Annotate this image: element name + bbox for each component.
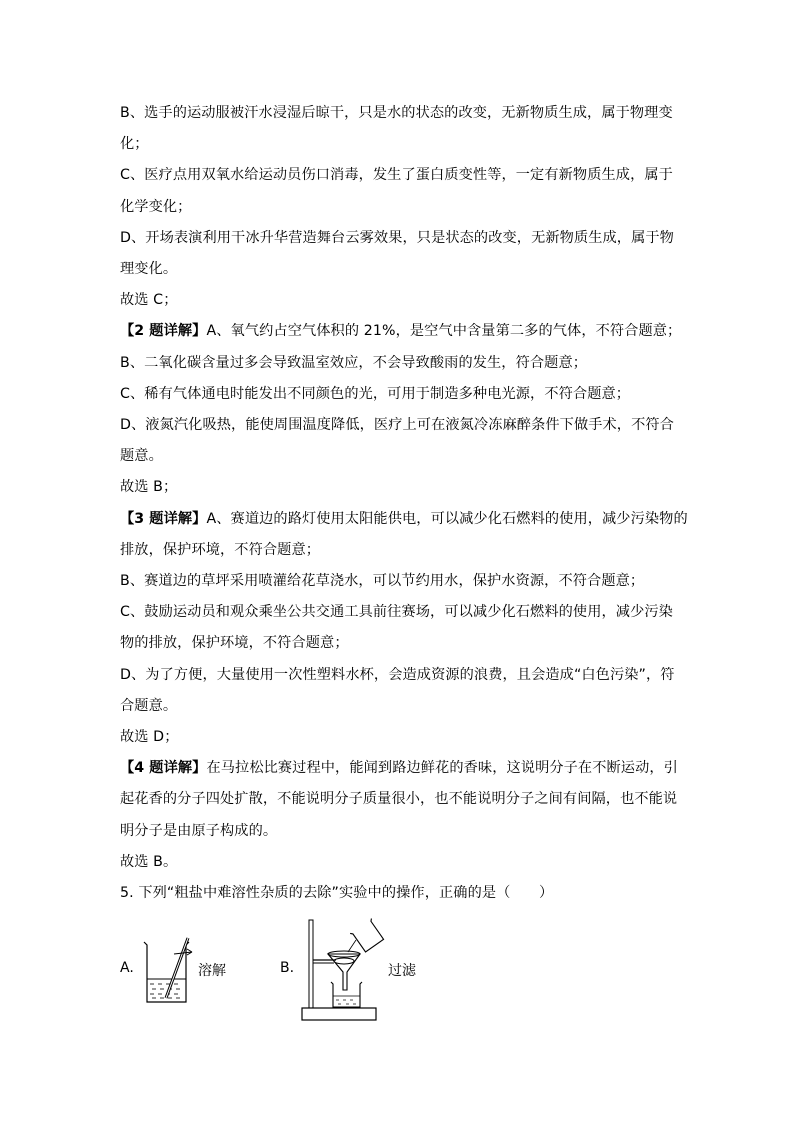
text-line: B、选手的运动服被汗水浸湿后晾干，只是水的状态的改变，无新物质生成，属于物理变 [120,105,673,121]
text-line: 5. 下列“粗盐中难溶性杂质的去除”实验中的操作，正确的是（ ） [120,885,554,901]
option-a-letter: A. [120,960,134,976]
text-line [120,321,681,341]
text-line: 化学变化； [120,198,192,215]
section-text: A、氧气约占空气体积的 21%，是空气中含量第二多的气体，不符合题意； [206,323,682,340]
text-line: D、为了方便，大量使用一次性塑料水杯，会造成资源的浪费，且会造成“白色污染”，符 [120,666,675,683]
text-line: 起花香的分子四处扩散，不能说明分子质量很小，也不能说明分子之间有间隔，也不能说 [120,791,678,808]
text-line: 故选 D； [120,729,179,745]
text-line [120,758,678,778]
option-b-letter: B. [280,960,295,976]
text-line: 物的排放，保护环境，不符合题意； [120,635,349,652]
option-b-label: 过滤 [388,963,416,979]
section-heading: 【4 题详解】 [120,760,207,777]
text-line: C、医疗点用双氧水给运动员伤口消毒，发生了蛋白质变性等，一定有新物质生成，属于 [120,167,673,184]
text-line: D、开场表演利用干冰升华营造舞台云雾效果，只是状态的改变，无新物质生成，属于物 [120,229,674,246]
text-line: 明分子是由原子构成的。 [120,822,278,839]
text-line: D、液氮汽化吸热，能使周围温度降低，医疗上可在液氮冷冻麻醉条件下做手术，不符合 [120,417,674,433]
option-a-label: 溶解 [198,963,226,979]
section-text: A、赛道边的路灯使用太阳能供电，可以减少化石燃料的使用，减少污染物的 [206,510,688,527]
text-line: 化； [120,136,149,153]
text-line: C、鼓励运动员和观众乘坐公共交通工具前往赛场，可以减少化石燃料的使用，减少污染 [120,604,673,621]
section-text: 在马拉松比赛过程中，能闻到路边鲜花的香味，这说明分子在不断运动，引 [206,760,678,777]
section-heading: 【3 题详解】 [120,510,207,527]
text-line: B、赛道边的草坪采用喷灌给花草浇水，可以节约用水，保护水资源，不符合题意； [120,573,645,589]
text-line: 排放，保护环境，不符合题意； [120,541,321,558]
text-line [120,509,688,529]
text-line: 题意。 [120,448,163,465]
text-line: B、二氧化碳含量过多会导致温室效应，不会导致酸雨的发生，符合题意； [120,354,588,371]
text-line: 故选 C； [120,292,178,309]
filtration-apparatus-diagram [298,916,388,1026]
text-line: 合题意。 [120,697,178,714]
text-line: 理变化。 [120,261,178,277]
section-heading: 【2 题详解】 [120,323,207,340]
text-line: 故选 B； [120,479,178,496]
text-line: 故选 B。 [120,853,178,870]
text-line: C、稀有气体通电时能发出不同颜色的光，可用于制造多种电光源，不符合题意； [120,385,631,402]
